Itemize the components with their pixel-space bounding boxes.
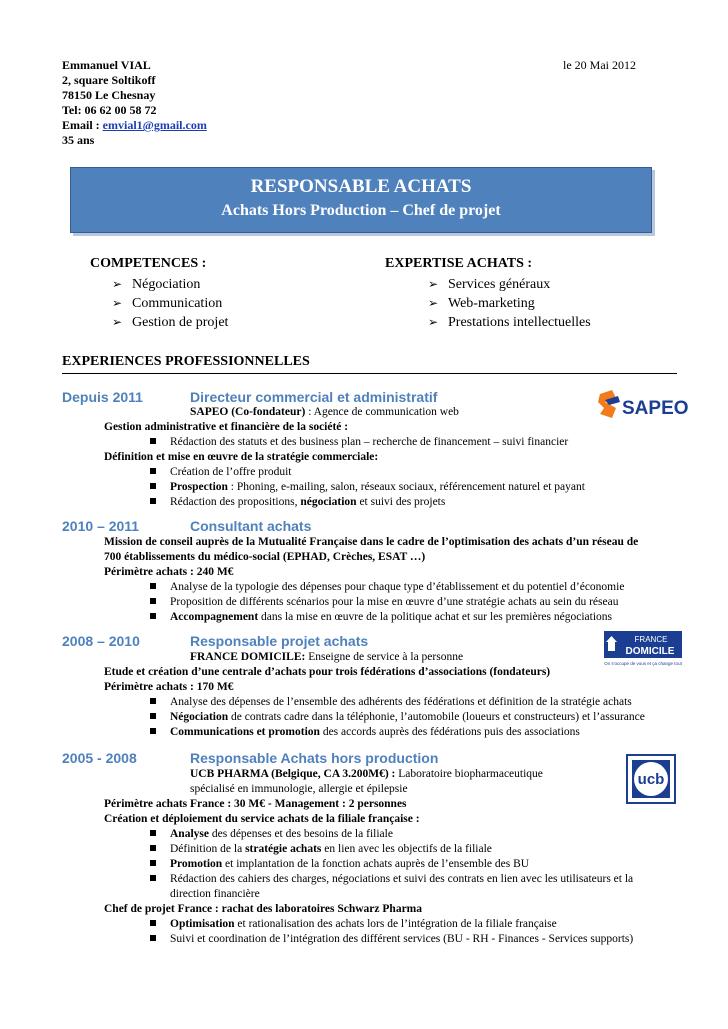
square-bullet-icon (150, 875, 156, 881)
list-item: ➢ Services généraux (428, 277, 551, 292)
expertise-list (428, 275, 591, 332)
square-bullet-icon (150, 598, 156, 604)
ucb-logo (626, 754, 676, 804)
contact-block (62, 58, 207, 148)
age: 35 ans (62, 133, 95, 147)
svg-text:ucb: ucb (637, 771, 665, 788)
list-item: Prospection : Phoning, e-mailing, salon, réseaux sociaux, référencement naturel et payant (150, 480, 585, 495)
title-banner (70, 167, 652, 233)
exp-company: UCB PHARMA (Belgique, CA 3.200M€) : Laboratoire biopharmaceutique (190, 768, 543, 780)
phone: Tel: 06 62 00 58 72 (62, 103, 157, 117)
exp-company: SAPEO (Co-fondateur) : Agence de communication web (190, 406, 459, 418)
square-bullet-icon (150, 728, 156, 734)
svg-text:SAPEO: SAPEO (622, 398, 689, 419)
exp-perimeter: Périmètre achats : 170 M€ (104, 681, 234, 693)
square-bullet-icon (150, 583, 156, 589)
sapeo-logo (596, 388, 689, 424)
job-title: RESPONSABLE ACHATS (250, 176, 472, 197)
list-item: Analyse de la typologie des dépenses pour chaque type d’établissement et du potentiel d’économie (150, 580, 624, 595)
square-bullet-icon (150, 468, 156, 474)
list-item: Rédaction des cahiers des charges, négociations et suivi des contrats en lien avec les utilisateurs et la (150, 872, 633, 887)
list-item: Analyse des dépenses de l’ensemble des adhérents des fédérations et définition de la stratégie achats (150, 695, 632, 710)
expertise-heading: EXPERTISE ACHATS : (385, 256, 533, 271)
list-item: Accompagnement dans la mise en œuvre de la politique achat et sur les premières négociations (150, 610, 612, 625)
email-link[interactable]: emvial1@gmail.com (102, 118, 207, 132)
exp-title: Consultant achats (190, 518, 312, 534)
arrow-bullet-icon: ➢ (428, 296, 439, 310)
list-item: Création de l’offre produit (150, 465, 291, 480)
arrow-bullet-icon: ➢ (112, 315, 123, 329)
exp-subheading: Etude et création d’une centrale d’achats pour trois fédérations d’associations (fondateurs) (104, 666, 551, 678)
list-item-continuation: direction financière (170, 888, 260, 900)
exp-subheading: Définition et mise en œuvre de la stratégie commerciale: (104, 451, 379, 463)
exp-subheading: Création et déploiement du service achats de la filiale française : (104, 813, 420, 825)
letter-date: le 20 Mai 2012 (563, 58, 636, 72)
candidate-name: Emmanuel VIAL (62, 58, 151, 72)
job-subtitle: Achats Hors Production – Chef de projet (221, 202, 501, 219)
france-domicile-logo (604, 631, 682, 667)
arrow-bullet-icon: ➢ (112, 277, 123, 291)
exp-company-desc: spécialisé en immunologie, allergie et épilepsie (190, 783, 408, 795)
square-bullet-icon (150, 845, 156, 851)
square-bullet-icon (150, 698, 156, 704)
square-bullet-icon (150, 713, 156, 719)
square-bullet-icon (150, 920, 156, 926)
exp-subheading: Chef de projet France : rachat des laboratoires Schwarz Pharma (104, 903, 422, 915)
list-item: Analyse des dépenses et des besoins de la filiale (150, 827, 393, 842)
experiences-heading: EXPERIENCES PROFESSIONNELLES (62, 354, 677, 374)
arrow-bullet-icon: ➢ (428, 315, 439, 329)
square-bullet-icon (150, 483, 156, 489)
competences-heading: COMPETENCES : (90, 256, 207, 271)
square-bullet-icon (150, 498, 156, 504)
exp-mission: 700 établissements du médico-social (EPHAD, Crèches, ESAT …) (104, 551, 426, 563)
svg-text:DOMICILE: DOMICILE (625, 646, 675, 657)
arrow-bullet-icon: ➢ (112, 296, 123, 310)
svg-text:On s'occupe de vous et ça chan: On s'occupe de vous et ça change tout (604, 661, 682, 666)
arrow-bullet-icon: ➢ (428, 277, 439, 291)
square-bullet-icon (150, 860, 156, 866)
list-item: Optimisation et rationalisation des achats lors de l’intégration de la filiale française (150, 917, 557, 932)
exp-period: 2008 – 2010 (62, 633, 140, 649)
list-item: Rédaction des propositions, négociation et suivi des projets (150, 495, 445, 510)
square-bullet-icon (150, 613, 156, 619)
list-item: ➢ Communication (112, 296, 223, 311)
exp-mission: Mission de conseil auprès de la Mutualité Française dans le cadre de l’optimisation des achats d’un réseau de (104, 536, 639, 548)
exp-period: 2005 - 2008 (62, 750, 137, 766)
competences-list (112, 275, 228, 332)
list-item: Définition de la stratégie achats en lien avec les objectifs de la filiale (150, 842, 492, 857)
email-row: Email : emvial1@gmail.com (62, 118, 207, 132)
address-line: 2, square Soltikoff (62, 73, 156, 87)
list-item: Proposition de différents scénarios pour la mise en œuvre d’une stratégie achats au sein du réseau (150, 595, 618, 610)
exp-title: Responsable projet achats (190, 633, 369, 649)
square-bullet-icon (150, 935, 156, 941)
list-item: ➢ Web-marketing (428, 296, 535, 311)
exp-period: 2010 – 2011 (62, 518, 140, 534)
list-item: ➢ Prestations intellectuelles (428, 315, 591, 330)
list-item: Suivi et coordination de l’intégration des différent services (BU - RH - Finances - Services supports) (150, 932, 633, 947)
list-item: Promotion et implantation de la fonction achats auprès de l’ensemble des BU (150, 857, 529, 872)
exp-title: Responsable Achats hors production (190, 750, 439, 766)
exp-perimeter: Périmètre achats France : 30 M€ - Management : 2 personnes (104, 798, 407, 810)
exp-title: Directeur commercial et administratif (190, 389, 438, 405)
square-bullet-icon (150, 438, 156, 444)
list-item: Négociation de contrats cadre dans la téléphonie, l’automobile (loueurs et constructeurs) et l’assurance (150, 710, 645, 725)
address-line: 78150 Le Chesnay (62, 88, 156, 102)
list-item: Communications et promotion des accords auprès des fédérations puis des associations (150, 725, 580, 740)
square-bullet-icon (150, 830, 156, 836)
exp-period: Depuis 2011 (62, 389, 143, 405)
exp-subheading: Gestion administrative et financière de la société : (104, 421, 349, 433)
exp-company: FRANCE DOMICILE: Enseigne de service à la personne (190, 651, 464, 663)
list-item: ➢ Gestion de projet (112, 315, 229, 330)
list-item: ➢ Négociation (112, 277, 201, 292)
exp-perimeter: Périmètre achats : 240 M€ (104, 566, 234, 578)
list-item: Rédaction des statuts et des business plan – recherche de financement – suivi financier (150, 435, 568, 450)
svg-text:FRANCE: FRANCE (634, 635, 668, 644)
